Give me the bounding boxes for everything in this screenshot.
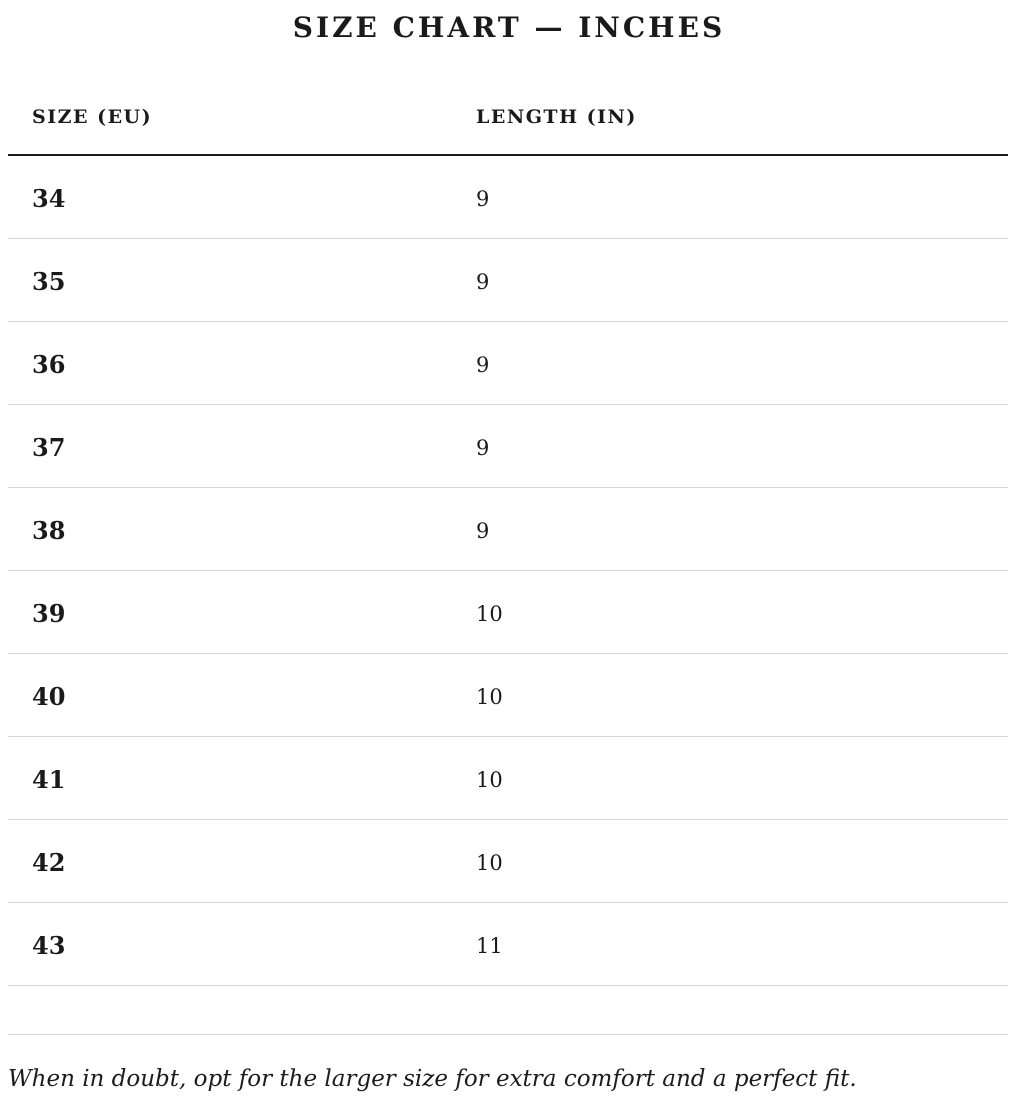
size-cell: 42	[32, 848, 66, 877]
header-size-eu: SIZE (EU)	[32, 106, 153, 128]
header-length-in: LENGTH (IN)	[476, 106, 637, 128]
table-row	[8, 156, 1008, 239]
size-cell: 34	[32, 184, 66, 213]
size-cell: 40	[32, 682, 66, 711]
length-cell: 9	[476, 353, 490, 377]
length-cell: 9	[476, 519, 490, 543]
table-row	[8, 488, 1008, 571]
table-row	[8, 654, 1008, 737]
table-footer-divider	[8, 986, 1008, 1035]
length-cell: 10	[476, 851, 503, 875]
size-cell: 38	[32, 516, 66, 545]
length-cell: 10	[476, 602, 503, 626]
fit-advice-note: When in doubt, opt for the larger size for extra comfort and a perfect fit.	[8, 1066, 857, 1092]
length-cell: 9	[476, 270, 490, 294]
length-cell: 10	[476, 685, 503, 709]
size-cell: 43	[32, 931, 66, 960]
size-cell: 35	[32, 267, 66, 296]
table-row	[8, 571, 1008, 654]
size-cell: 37	[32, 433, 66, 462]
table-row	[8, 903, 1008, 986]
size-cell: 36	[32, 350, 66, 379]
table-row	[8, 322, 1008, 405]
length-cell: 9	[476, 187, 490, 211]
table-header-row	[8, 74, 1008, 156]
table-row	[8, 820, 1008, 903]
length-cell: 9	[476, 436, 490, 460]
length-cell: 10	[476, 768, 503, 792]
table-row	[8, 239, 1008, 322]
page-title: SIZE CHART — INCHES	[292, 11, 726, 44]
size-chart-table	[8, 74, 1008, 1035]
length-cell: 11	[476, 934, 503, 958]
table-body	[8, 156, 1008, 986]
size-cell: 41	[32, 765, 66, 794]
table-row	[8, 405, 1008, 488]
size-cell: 39	[32, 599, 66, 628]
table-row	[8, 737, 1008, 820]
